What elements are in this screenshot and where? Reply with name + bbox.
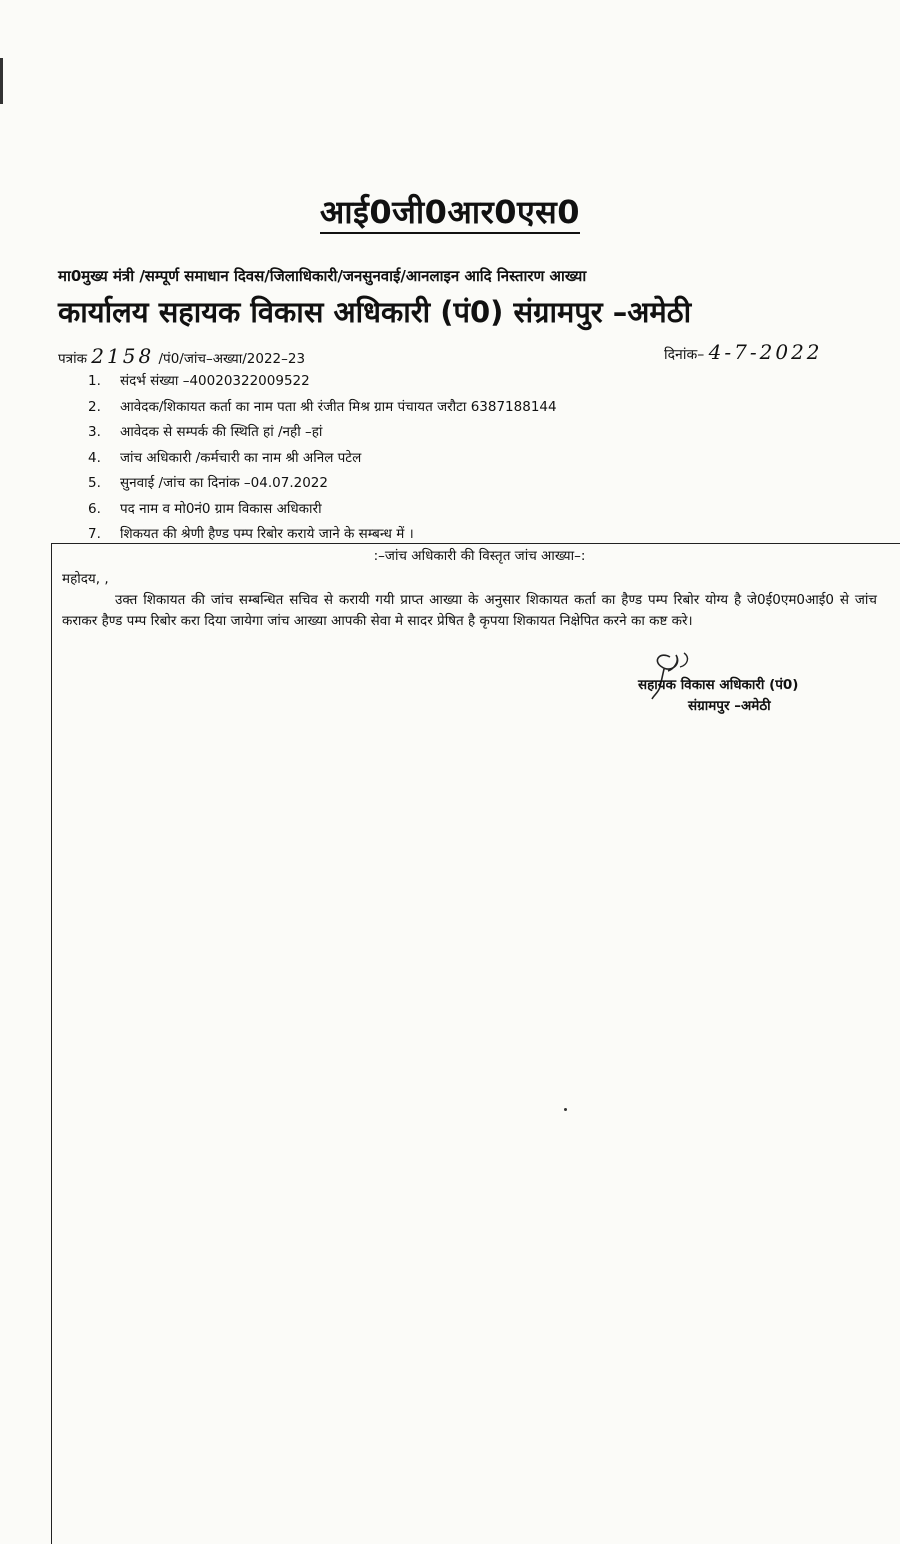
item-text: संदर्भ संख्या –40020322009522 [120, 373, 310, 389]
item-number: 6. [88, 500, 101, 517]
stray-dot [564, 1108, 567, 1111]
item-text: जांच अधिकारी /कर्मचारी का नाम श्री अनिल पटेल [120, 449, 362, 466]
date-value: 4-7-2022 [708, 340, 823, 364]
item-number: 5. [88, 475, 101, 491]
list-item [88, 474, 888, 500]
signature-location: संग्रामपुर –अमेठी [688, 698, 771, 714]
date-line [664, 340, 900, 364]
list-item [88, 500, 888, 526]
reference-suffix: /पं0/जांच–अख्या/2022–23 [158, 351, 306, 367]
item-text: आवेदक/शिकायत कर्ता का नाम पता श्री रंजीत मिश्र ग्राम पंचायत जरौटा 6387188144 [120, 398, 557, 415]
item-text: आवेदक से सम्पर्क की स्थिति हां /नही –हां [120, 424, 323, 440]
report-heading: :–जांच अधिकारी की विस्तृत जांच आख्या–: [373, 548, 586, 564]
details-list [88, 372, 888, 551]
item-text: सुनवाई /जांच का दिनांक –04.07.2022 [120, 475, 328, 491]
subject-line: मा0मुख्य मंत्री /सम्पूर्ण समाधान दिवस/जिलाधिकारी/जनसुनवाई/आनलाइन आदि निस्तारण आख्या [58, 267, 587, 285]
item-number: 1. [88, 373, 101, 389]
list-item [88, 372, 888, 398]
item-number: 3. [88, 424, 101, 440]
reference-label: पत्रांक [58, 351, 87, 367]
item-text: पद नाम व मो0नं0 ग्राम विकास अधिकारी [120, 500, 322, 517]
reference-number: 2158 [91, 344, 155, 368]
signature-designation: सहायक विकास अधिकारी (पं0) [638, 677, 799, 693]
salutation: महोदय, , [62, 571, 109, 587]
item-number: 7. [88, 526, 101, 542]
page-edge-mark [0, 58, 3, 104]
reference-line [58, 344, 668, 368]
item-number: 4. [88, 449, 101, 466]
document-title [0, 190, 900, 233]
signature-block [610, 655, 890, 715]
item-text: शिकयत की श्रेणी हैण्ड पम्प रिबोर कराये जाने के सम्बन्ध में । [120, 526, 414, 542]
list-item [88, 398, 888, 424]
title-text: आई0जी0आर0एस0 [320, 193, 580, 234]
list-item [88, 423, 888, 449]
item-number: 2. [88, 398, 101, 415]
list-item [88, 449, 888, 475]
report-body: उक्त शिकायत की जांच सम्बन्धित सचिव से करायी गयी प्राप्त आख्या के अनुसार शिकायत कर्ता का हैण्ड पम्प रिबोर योग्य है जे0ई0एम0आई0 से जांच कराकर हैण्ड पम्प रिबोर करा दिया जायेगा जांच आख्या आपकी सेवा मे सादर प्रेषित है कृपया शिकायत निक्षेपित करने का कष्ट करे। [62, 592, 877, 629]
office-heading: कार्यालय सहायक विकास अधिकारी (पं0) संग्रामपुर –अमेठी [58, 295, 692, 329]
date-label: दिनांक– [664, 347, 705, 363]
